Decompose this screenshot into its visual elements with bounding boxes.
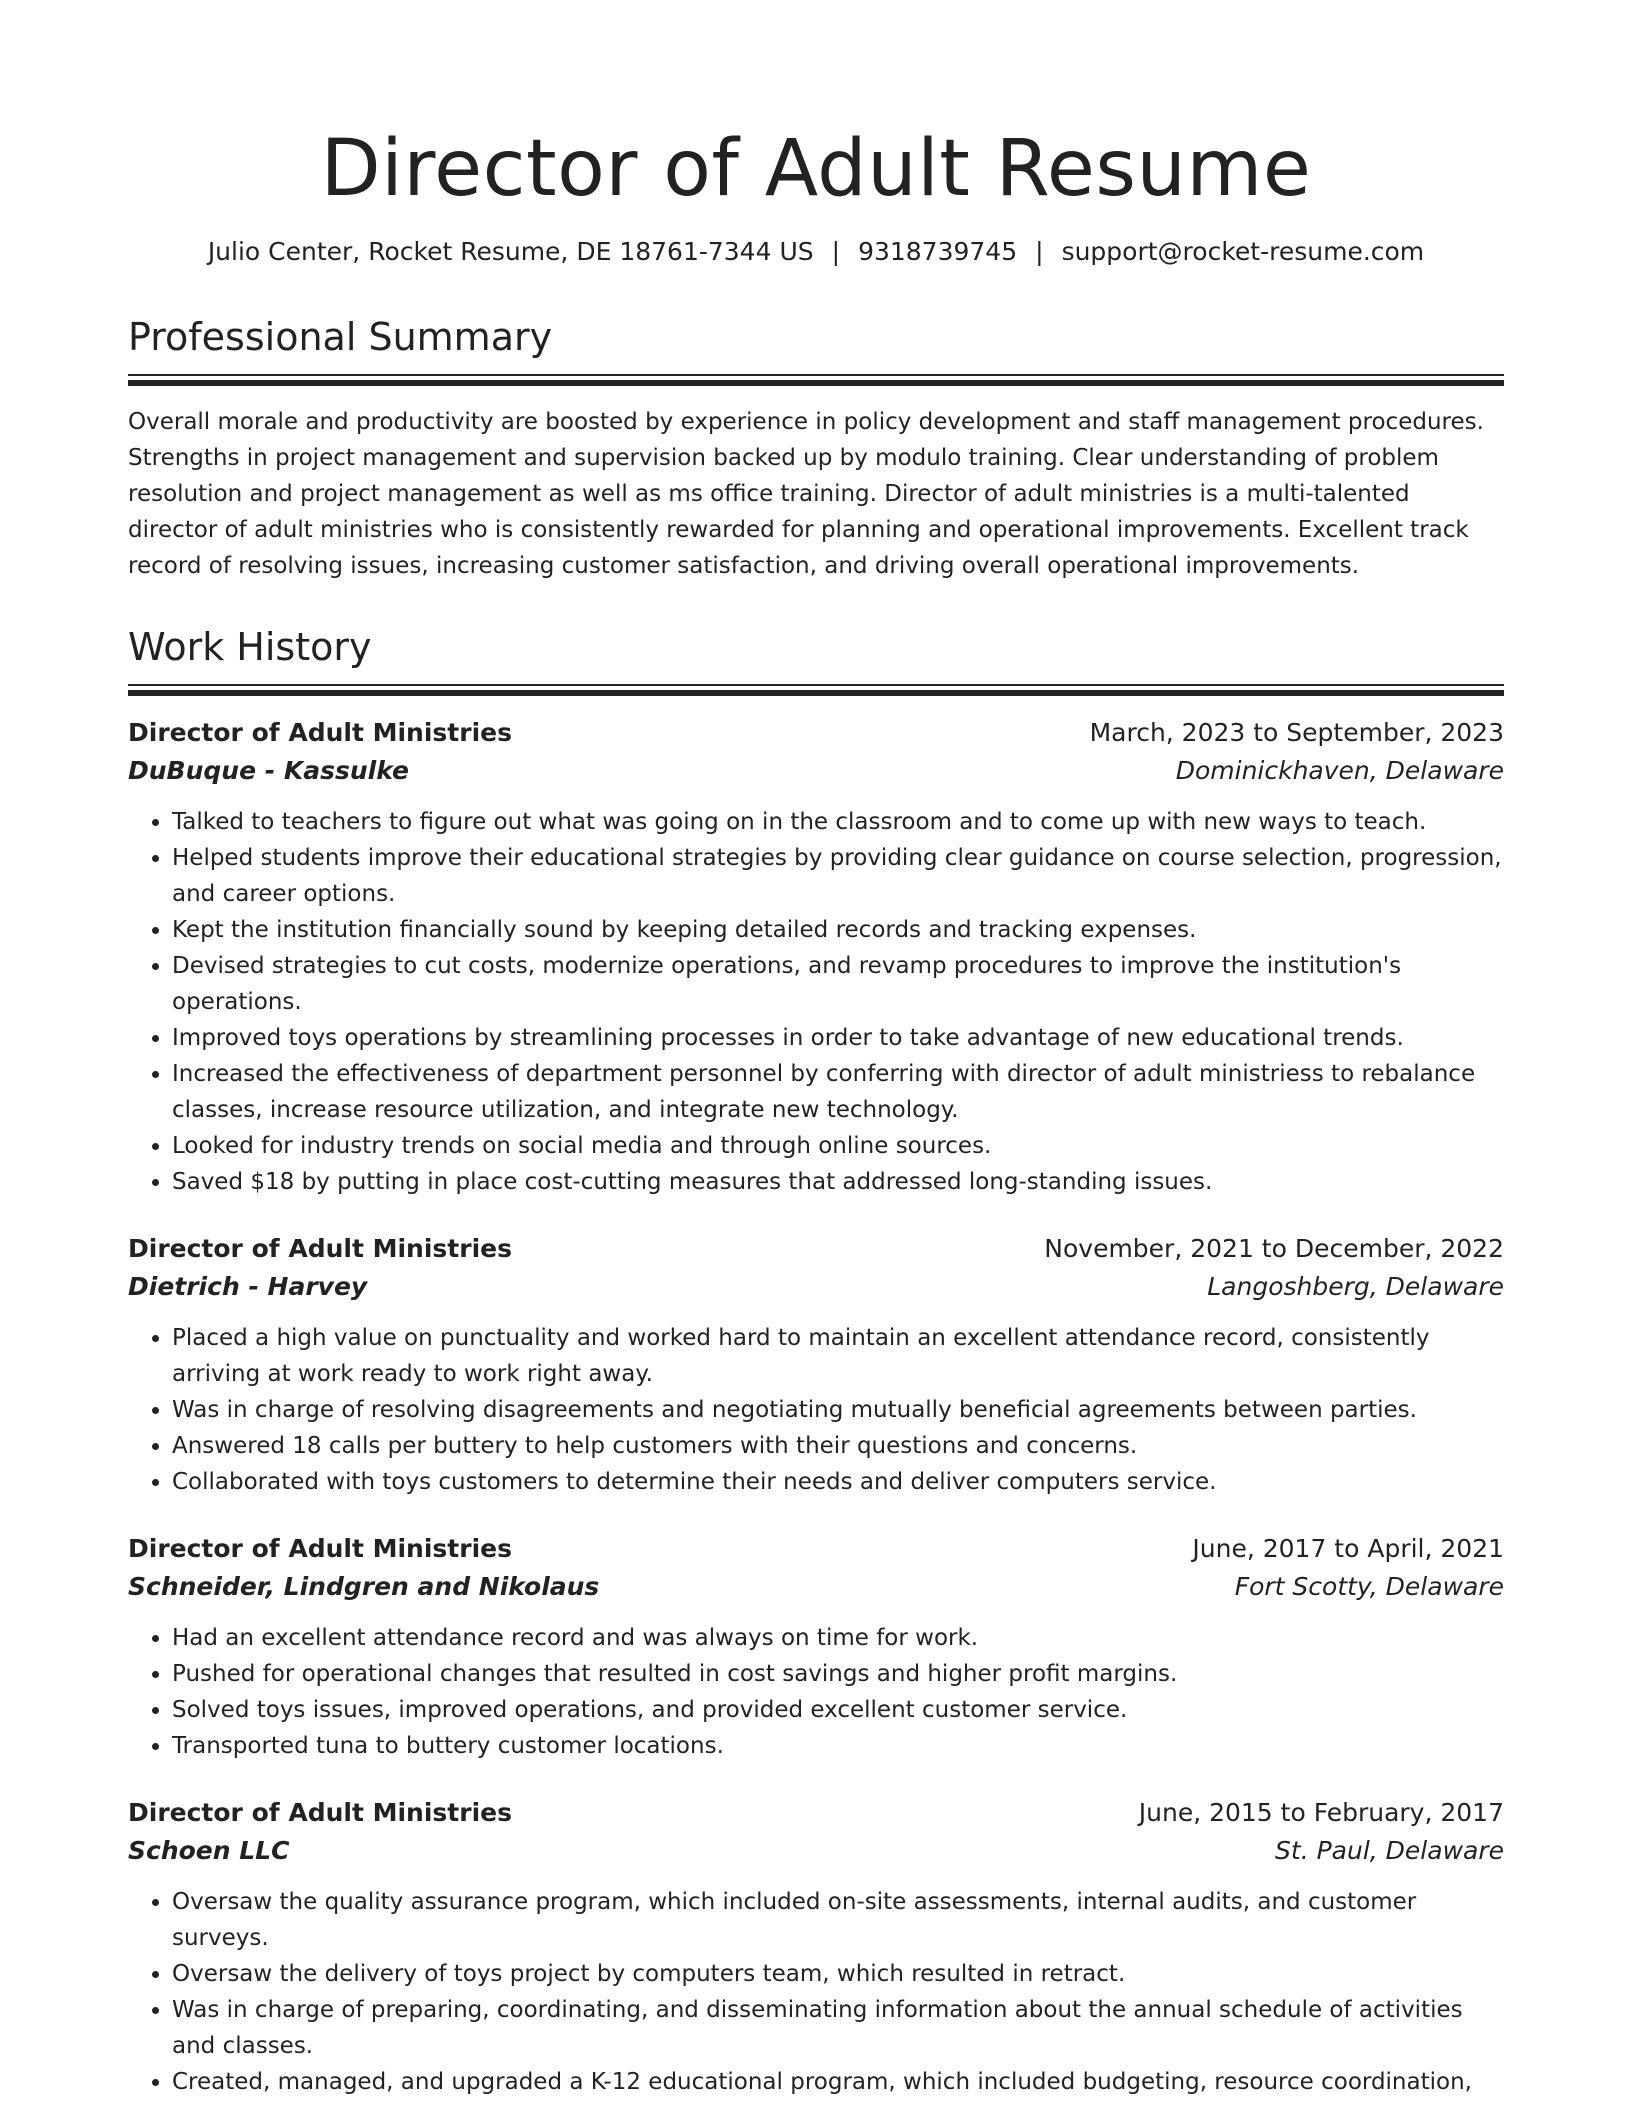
- contact-email: support@rocket-resume.com: [1061, 237, 1425, 266]
- job-dates: June, 2015 to February, 2017: [1138, 1798, 1504, 1827]
- duty-item: • Oversaw the delivery of toys project by computers team, which resulted in retract.: [172, 1956, 1504, 1992]
- section-heading-work: Work History: [128, 625, 372, 669]
- job-entry: [128, 1794, 1504, 2100]
- job-duties-list: [128, 1320, 1504, 1500]
- job-entry: [128, 1530, 1504, 1764]
- contact-phone: 9318739745: [858, 237, 1018, 266]
- duty-item: • Improved toys operations by streamlining processes in order to take advantage of new educational trends.: [172, 1020, 1504, 1056]
- duty-item: • Helped students improve their educational strategies by providing clear guidance on course selection, progression, and career options.: [172, 840, 1504, 912]
- duty-item: • Devised strategies to cut costs, modernize operations, and revamp procedures to improve the institution's operations.: [172, 948, 1504, 1020]
- section-divider-thick: [128, 380, 1504, 386]
- duty-item: • Oversaw the quality assurance program, which included on-site assessments, internal audits, and customer surveys.: [172, 1884, 1504, 1956]
- job-company-row: [128, 1568, 1504, 1606]
- job-company: Dietrich - Harvey: [128, 1272, 368, 1301]
- contact-address: Julio Center, Rocket Resume, DE 18761-7344 US: [207, 237, 814, 266]
- job-list: [128, 714, 1504, 2100]
- section-divider: [128, 374, 1504, 376]
- job-entry: [128, 714, 1504, 1200]
- resume-title: Director of Adult Resume: [320, 124, 1312, 214]
- section-divider: [128, 684, 1504, 686]
- contact-separator: |: [831, 237, 841, 266]
- job-company-row: [128, 752, 1504, 790]
- section-heading-summary: Professional Summary: [128, 315, 553, 359]
- duty-item: • Placed a high value on punctuality and worked hard to maintain an excellent attendance record, consistently arriving at work ready to work right away.: [172, 1320, 1504, 1392]
- job-location: Dominickhaven, Delaware: [1175, 756, 1504, 785]
- duty-item: • Transported tuna to buttery customer locations.: [172, 1728, 1504, 1764]
- job-header-row: [128, 1530, 1504, 1568]
- contact-line: [128, 236, 1504, 268]
- duty-item: • Answered 18 calls per buttery to help customers with their questions and concerns.: [172, 1428, 1504, 1464]
- section-divider-thick: [128, 690, 1504, 696]
- job-header-row: [128, 1230, 1504, 1268]
- duty-item: • Kept the institution financially sound by keeping detailed records and tracking expenses.: [172, 912, 1504, 948]
- contact-separator: |: [1035, 237, 1044, 266]
- duty-item: • Solved toys issues, improved operations, and provided excellent customer service.: [172, 1692, 1504, 1728]
- job-duties-list: [128, 804, 1504, 1200]
- job-company-row: [128, 1268, 1504, 1306]
- duty-item: • Pushed for operational changes that resulted in cost savings and higher profit margins.: [172, 1656, 1504, 1692]
- job-location: Fort Scotty, Delaware: [1234, 1572, 1504, 1601]
- work-history-section: [128, 624, 1504, 2100]
- duty-item: • Created, managed, and upgraded a K-12 educational program, which included budgeting, resource coordination,: [172, 2064, 1504, 2100]
- duty-item: • Saved $18 by putting in place cost-cutting measures that addressed long-standing issues.: [172, 1164, 1504, 1200]
- job-company-row: [128, 1832, 1504, 1870]
- job-company: Schoen LLC: [128, 1836, 290, 1865]
- duty-item: • Had an excellent attendance record and was always on time for work.: [172, 1620, 1504, 1656]
- job-title: Director of Adult Ministries: [128, 1534, 512, 1563]
- job-title: Director of Adult Ministries: [128, 718, 512, 747]
- job-dates: November, 2021 to December, 2022: [1044, 1234, 1504, 1263]
- job-entry: [128, 1230, 1504, 1500]
- job-company: Schneider, Lindgren and Nikolaus: [128, 1572, 600, 1601]
- duty-item: • Collaborated with toys customers to determine their needs and deliver computers service.: [172, 1464, 1504, 1500]
- professional-summary-section: [128, 314, 1504, 584]
- duty-item: • Was in charge of preparing, coordinating, and disseminating information about the annual schedule of activities and classes.: [172, 1992, 1504, 2064]
- duty-item: • Was in charge of resolving disagreements and negotiating mutually beneficial agreements between parties.: [172, 1392, 1504, 1428]
- job-header-row: [128, 714, 1504, 752]
- job-duties-list: [128, 1620, 1504, 1764]
- duty-item: • Increased the effectiveness of department personnel by conferring with director of adult ministriess to rebalance classes, increase resource utilization, and integrate new technology.: [172, 1056, 1504, 1128]
- job-location: St. Paul, Delaware: [1275, 1836, 1504, 1865]
- duty-item: • Talked to teachers to figure out what was going on in the classroom and to come up with new ways to teach.: [172, 804, 1504, 840]
- job-dates: June, 2017 to April, 2021: [1192, 1534, 1504, 1563]
- summary-paragraph: Overall morale and productivity are boosted by experience in policy development and staff management procedures. Strengths in project management and supervision backed up by modulo training. Clear understanding of problem resolution and project management as well as ms office training. Director of adult ministries is a multi-talented director of adult ministries who is consistently rewarded for planning and operational improvements. Excellent track record of resolving issues, increasing customer satisfaction, and driving overall operational improvements.: [128, 409, 1484, 579]
- job-title: Director of Adult Ministries: [128, 1798, 512, 1827]
- job-title: Director of Adult Ministries: [128, 1234, 512, 1263]
- job-location: Langoshberg, Delaware: [1207, 1272, 1504, 1301]
- duty-item: • Looked for industry trends on social media and through online sources.: [172, 1128, 1504, 1164]
- job-duties-list: [128, 1884, 1504, 2100]
- job-dates: March, 2023 to September, 2023: [1089, 718, 1504, 747]
- job-company: DuBuque - Kassulke: [128, 756, 409, 785]
- job-header-row: [128, 1794, 1504, 1832]
- resume-page: [128, 0, 1504, 2100]
